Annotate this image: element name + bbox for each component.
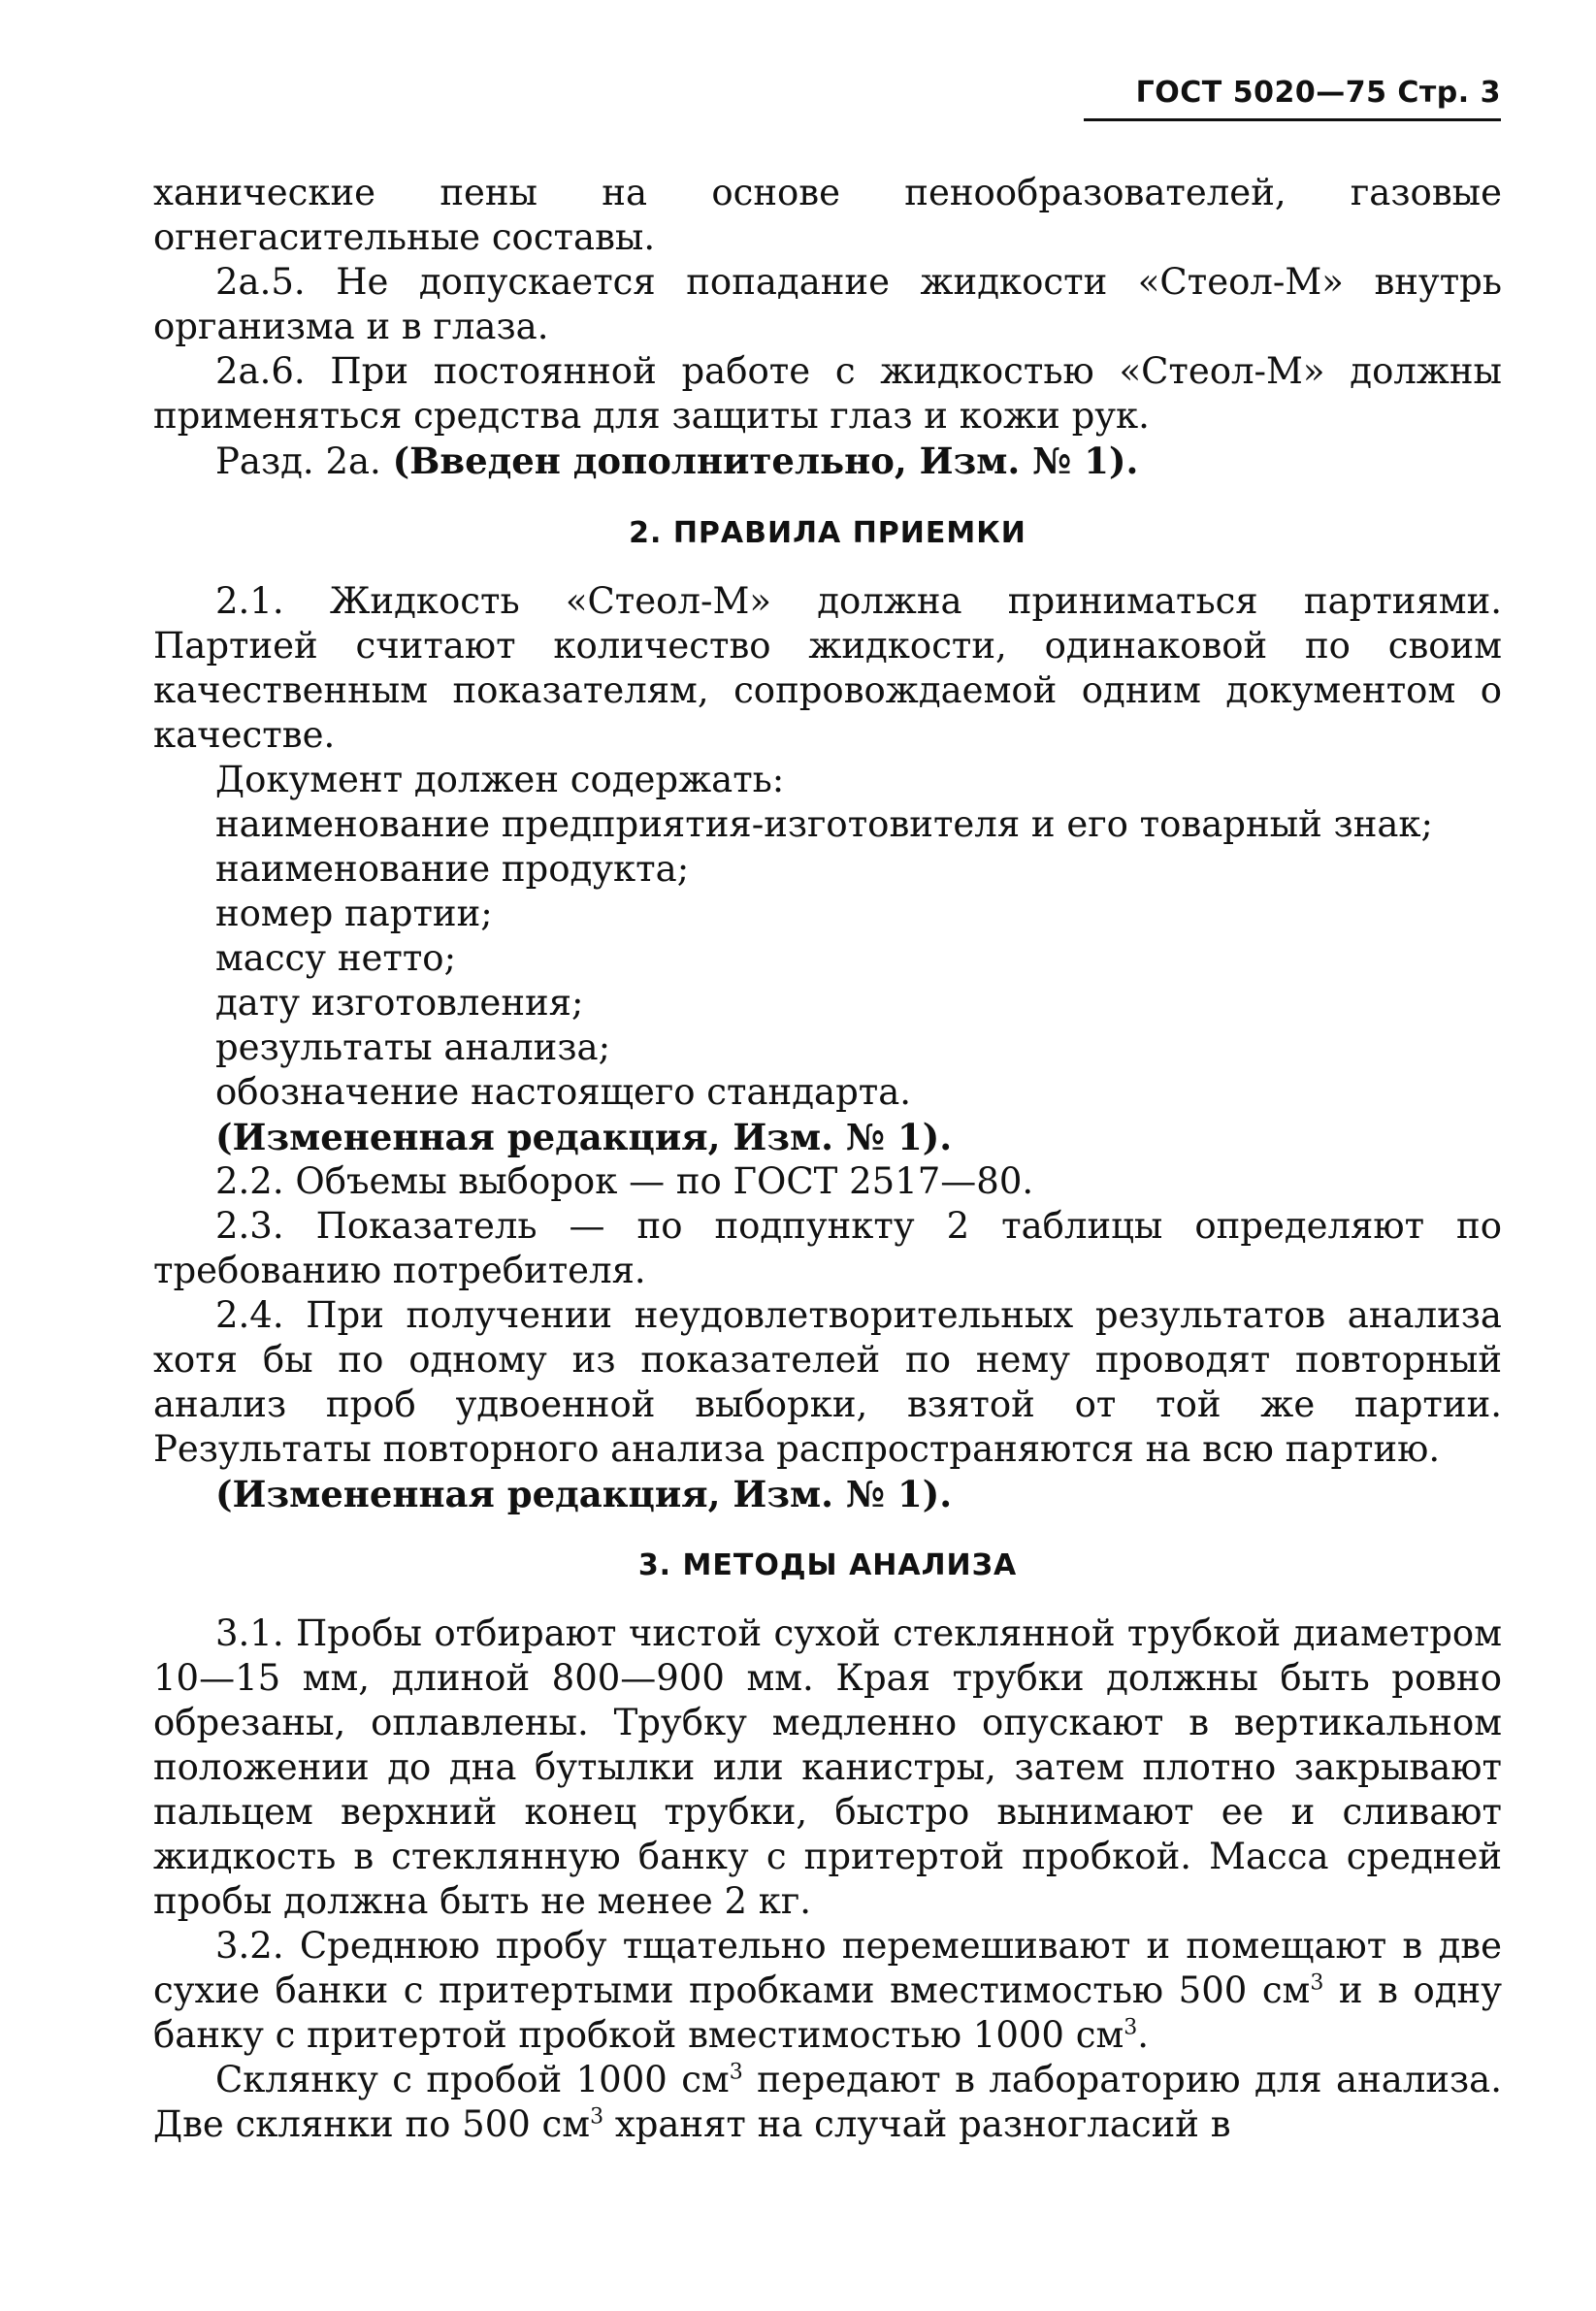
superscript-3: 3 [1310, 1970, 1324, 1996]
section-2a-note-prefix: Разд. 2а. [215, 440, 381, 482]
clause-3-3-text-a: Склянку с пробой 1000 см [215, 2059, 730, 2100]
superscript-3: 3 [1124, 2015, 1138, 2040]
clause-3-2-text-b: и в одну банку с притертой пробкой вместимостью 1000 см [153, 1969, 1502, 2056]
list-item: обозначение настоящего стандарта. [215, 1071, 912, 1113]
clause-2-4: 2.4. При получении неудовлетворительных результатов анализа хотя бы по одному из показателей по нему проводят повторный анализ проб удвоенной выборки, взятой от той же партии. Результаты повторного анализа распространяются на всю партию. [153, 1294, 1502, 1470]
clause-3-3-text-b: передают в лабораторию для анализа. Две склянки по 500 см [153, 2059, 1502, 2145]
clause-3-2-text-c: . [1137, 2014, 1149, 2056]
clause-2a6: 2а.6. При постоянной работе с жидкостью «Стеол-М» должны применяться средства для защиты глаз и кожи рук. [153, 350, 1502, 437]
document-body [153, 171, 1502, 2147]
clause-2a5: 2а.5. Не допускается попадание жидкости «Стеол-М» внутрь организма и в глаза. [153, 261, 1502, 347]
document-intro: Документ должен содержать: [215, 759, 785, 800]
amendment-note: (Измененная редакция, Изм. № 1). [215, 1473, 953, 1515]
continuation-paragraph: ханические пены на основе пенообразователей, газовые огнегасительные составы. [153, 172, 1502, 258]
amendment-note: (Измененная редакция, Изм. № 1). [215, 1116, 953, 1158]
section-2a-note [153, 439, 1502, 484]
clause-3-1: 3.1. Пробы отбирают чистой сухой стеклянной трубкой диаметром 10—15 мм, длиной 800—900 мм. Края трубки должны быть ровно обрезаны, оплавлены. Трубку медленно опускают в вертикальном положении до дна бутылки или канистры, затем плотно закрывают пальцем верхний конец трубки, быстро вынимают ее и сливают жидкость в стеклянную банку с притертой пробкой. Масса средней пробы должна быть не менее 2 кг. [153, 1612, 1502, 1922]
superscript-3: 3 [729, 2060, 743, 2085]
clause-2-1: 2.1. Жидкость «Стеол-М» должна приниматься партиями. Партией считают количество жидкости, одинаковой по своим качественным показателям, сопровождаемой одним документом о качестве. [153, 580, 1502, 756]
list-item: наименование предприятия-изготовителя и его товарный знак; [215, 803, 1434, 845]
clause-2-3: 2.3. Показатель — по подпункту 2 таблицы определяют по требованию потребителя. [153, 1205, 1502, 1291]
list-item: дату изготовления; [215, 982, 584, 1024]
list-item: наименование продукта; [215, 848, 690, 890]
superscript-3: 3 [590, 2104, 604, 2130]
clause-3-3 [153, 2058, 1502, 2147]
section-2a-note-amendment: (Введен дополнительно, Изм. № 1). [392, 439, 1139, 482]
list-item: номер партии; [215, 893, 493, 934]
section-2-heading: 2. ПРАВИЛА ПРИЕМКИ [629, 516, 1026, 550]
header-rule [1084, 118, 1501, 121]
clause-3-2 [153, 1924, 1502, 2058]
section-3-heading: 3. МЕТОДЫ АНАЛИЗА [637, 1548, 1018, 1582]
clause-3-2-text-a: 3.2. Среднюю пробу тщательно перемешивают и помещают в две сухие банки с притертыми пробками вместимостью 500 см [153, 1925, 1502, 2011]
list-item: результаты анализа; [215, 1026, 611, 1068]
list-item: массу нетто; [215, 937, 457, 979]
page-header: ГОСТ 5020—75 Стр. 3 [1135, 76, 1501, 110]
clause-2-2: 2.2. Объемы выборок — по ГОСТ 2517—80. [215, 1160, 1034, 1202]
clause-3-3-text-c: хранят на случай разногласий в [603, 2103, 1231, 2145]
document-contents-list [153, 802, 1502, 1115]
